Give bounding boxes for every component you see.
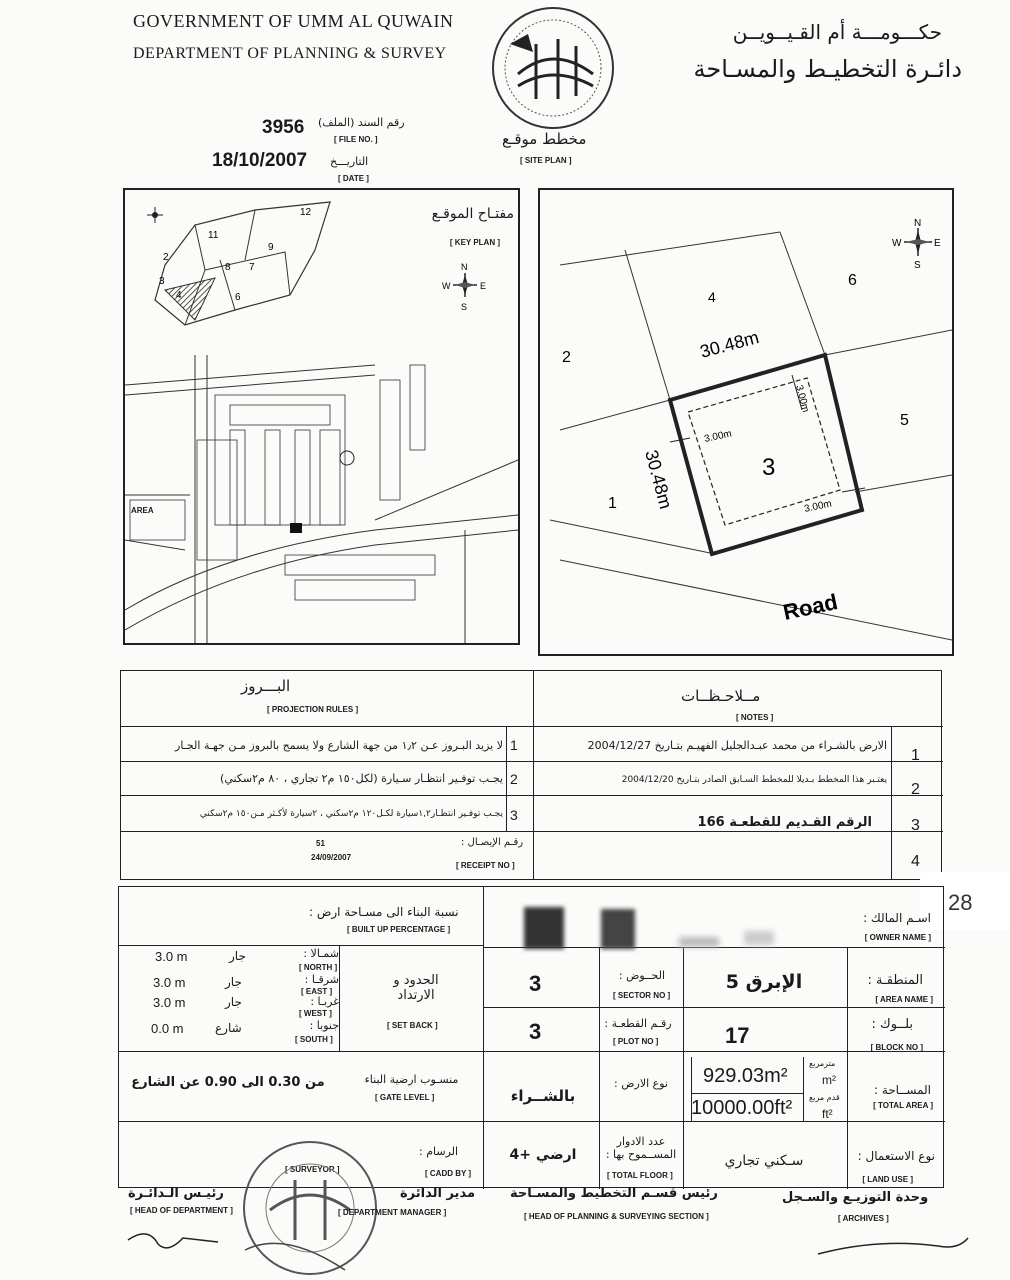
land-type-label-ar: نوع الارض : (614, 1077, 668, 1090)
inset-plot-4: 4 (176, 290, 182, 301)
roundabout-icon (340, 451, 354, 465)
cadd-label-ar: الرسام : (419, 1145, 459, 1158)
site-compass-icon (904, 228, 932, 256)
site-setback-left: 3.00m (703, 428, 733, 445)
total-floor-value: ارضي +4 (509, 1147, 577, 1163)
note-no-4: 4 (911, 853, 920, 870)
gate-level-label-en: [ GATE LEVEL ] (375, 1093, 435, 1102)
key-plan-map (125, 190, 518, 643)
sig-head-planning-en: [ HEAD OF PLANNING & SURVEYING SECTION ] (524, 1212, 709, 1221)
setback-west-type: جار (225, 995, 242, 1009)
projection-rule-3: يجـب توفـير انتظـار١,٢سيارة لكـل١٢٠ م٢سكني ، ٢سيارة لأكـثر مـن١٥٠ م٢سكني (199, 809, 503, 819)
block-value: 17 (725, 1023, 750, 1048)
sig-head-planning-ar: رئيس قسـم التخطيط والمسـاحة (510, 1186, 718, 1201)
receipt-date: 24/09/2007 (311, 853, 352, 862)
land-use-label-ar: نوع الاستعمال : (857, 1149, 935, 1163)
note-no-3: 3 (911, 817, 920, 834)
site-neighbor-6: 6 (848, 272, 857, 289)
notes-title-en: [ NOTES ] (736, 713, 774, 722)
setback-south-value: 0.0 m (151, 1021, 184, 1036)
notes-table (120, 670, 942, 880)
sector-label-en: [ SECTOR NO ] (613, 991, 671, 1000)
note-1: الارض بالشـراء من محمد عبـدالجليل الفهيـم بتـاريخ 2004/12/27 (587, 739, 887, 752)
setback-east-en: [ EAST ] (301, 987, 333, 996)
receipt-number: 51 (316, 839, 325, 848)
setback-south-label: جنوبا : (309, 1019, 339, 1032)
receipt-label-ar: رقـم الإيصـال : (461, 837, 524, 848)
note-2: يعتـبر هذا المخطط بـديلا للمخطط السـابق الصادر بتـاريخ 2004/12/20 (621, 775, 887, 785)
key-plan-label-ar: مفتـاح الموقـع (431, 206, 514, 222)
owner-redacted-4 (744, 931, 774, 945)
block-label-ar: بلــوك : (871, 1017, 913, 1032)
inset-plot-12: 12 (300, 207, 312, 218)
date-label-en: [ DATE ] (338, 174, 369, 183)
inset-plot-2: 2 (163, 252, 169, 263)
site-location-marker (290, 523, 302, 533)
receipt-label-en: [ RECEIPT NO ] (456, 861, 515, 870)
gov-title-ar: حكـــومـــة أم القـيــويــن (732, 20, 942, 44)
setback-east-label: شرقـا : (304, 973, 339, 986)
note-3: الرقم القـديم للقطعـة 166 (697, 815, 872, 830)
note-no-1: 1 (911, 747, 920, 764)
setback-north-type: جار (229, 949, 246, 963)
setback-label-ar: الحدود و الارتداد (393, 973, 439, 1003)
file-number: 3956 (262, 117, 305, 138)
owner-label-ar: اسـم المالك : (863, 911, 931, 925)
key-compass-w: W (442, 281, 451, 291)
site-compass-n: N (914, 218, 922, 229)
setback-label-en: [ SET BACK ] (387, 1021, 438, 1030)
owner-label-en: [ OWNER NAME ] (864, 933, 931, 942)
built-up-label-ar: نسبة البناء الى مسـاحة ارض : (309, 905, 459, 919)
area-value: الإبرق 5 (725, 971, 803, 993)
site-dim-top: 30.48m (697, 327, 762, 362)
inset-plot-3: 3 (159, 276, 165, 287)
site-dim-left: 30.48m (641, 447, 676, 512)
inset-plot-9: 9 (268, 242, 274, 253)
file-label-ar: رقم السند (الملف) (318, 116, 405, 129)
sig-head-dept-ar: رئيـس الـدائـرة (128, 1186, 224, 1201)
key-plan-blocks (130, 365, 435, 600)
site-compass-w: W (892, 238, 902, 249)
inset-plot-6: 6 (235, 292, 241, 303)
total-area-label-en: [ TOTAL AREA ] (873, 1101, 933, 1110)
site-road-label: Road (780, 589, 840, 625)
gate-level-value: من 0.30 الى 0.90 عن الشارع (131, 1075, 325, 1090)
key-plan-area-label: AREA (131, 506, 154, 515)
owner-redacted-2 (601, 909, 635, 949)
inset-plot-11: 11 (208, 230, 219, 241)
key-plan-label-en: [ KEY PLAN ] (449, 238, 500, 247)
setback-south-en: [ SOUTH ] (295, 1035, 333, 1044)
key-compass-s: S (461, 302, 468, 312)
land-use-value: سـكني تجاري (724, 1153, 804, 1169)
sector-value: 3 (529, 971, 542, 996)
key-plan-panel (123, 188, 520, 645)
site-plan-label-en: [ SITE PLAN ] (520, 156, 572, 165)
cadd-label-en: [ CADD BY ] (425, 1169, 472, 1178)
setback-east-type: جار (225, 975, 242, 989)
setback-west-value: 3.0 m (153, 995, 186, 1010)
block-label-en: [ BLOCK NO ] (870, 1043, 923, 1052)
land-use-label-en: [ LAND USE ] (862, 1175, 913, 1184)
sig-dept-manager-ar: مدير الدائرة (400, 1186, 475, 1201)
owner-redacted-3 (679, 937, 719, 947)
site-plot-number: 3 (762, 454, 776, 481)
unit-ft-ar: قدم مربع (809, 1093, 840, 1102)
handwritten-signatures (118, 1218, 978, 1274)
total-area-ft-value: 10000.00ft² (691, 1097, 793, 1119)
sector-label-ar: الحــوض : (618, 969, 666, 982)
inset-compass-icon (147, 207, 163, 223)
setback-north-label: شمـالا : (303, 947, 339, 960)
file-label-en: [ FILE NO. ] (334, 135, 378, 144)
gov-title-en: GOVERNMENT OF UMM AL QUWAIN (133, 11, 454, 31)
site-compass-e: E (934, 238, 941, 249)
site-neighbor-4: 4 (708, 289, 716, 305)
sig-archives-ar: وحدة التوزيـع والسـجل (782, 1190, 929, 1205)
sig-head-dept-en: [ HEAD OF DEPARTMENT ] (130, 1206, 233, 1215)
built-up-label-en: [ BUILT UP PERCENTAGE ] (347, 925, 451, 934)
setback-east-value: 3.0 m (153, 975, 186, 990)
site-neighbor-5: 5 (900, 412, 909, 429)
area-label-en: [ AREA NAME ] (875, 995, 933, 1004)
plot-value: 3 (529, 1019, 542, 1044)
key-plan-compass-icon (453, 273, 477, 297)
site-plan-label-ar: مخطط موقـع (502, 130, 587, 148)
key-compass-n: N (461, 262, 468, 272)
projection-rule-1: لا يزيد البـروز عـن ١٫٢ من جهة الشارع ولا يسمح بالبروز مـن جهـة الجـار (175, 739, 503, 752)
setback-north-value: 3.0 m (155, 949, 188, 964)
projection-rule-2: يجـب توفـير انتظـار سـيارة (لكل١٥٠ م٢ تجاري ، ٨٠ م٢سكني) (220, 772, 503, 785)
projection-title-ar: البـــروز (241, 677, 291, 695)
projection-no-2: 2 (510, 771, 518, 787)
setback-south-type: شارع (215, 1021, 242, 1035)
site-setback-top: 3.00m (793, 383, 811, 414)
inset-plot-7: 7 (249, 262, 255, 273)
total-floor-label-ar: عدد الادوار المســموح بها : (605, 1135, 677, 1161)
site-plan-drawing (540, 190, 952, 654)
site-compass-s: S (914, 260, 921, 271)
page-number: 28 (948, 890, 973, 915)
plot-label-ar: رقـم القطعـة : (604, 1017, 672, 1030)
sig-archives-en: [ ARCHIVES ] (838, 1214, 889, 1223)
note-no-2: 2 (911, 781, 920, 798)
unit-m: m² (822, 1073, 836, 1087)
setback-west-en: [ WEST ] (299, 1009, 332, 1018)
projection-no-1: 1 (510, 737, 518, 753)
setback-north-en: [ NORTH ] (299, 963, 338, 972)
dept-title-ar: دائـرة التخطيـط والمسـاحة (693, 55, 962, 83)
department-logo (488, 4, 618, 132)
key-compass-e: E (480, 281, 487, 291)
total-floor-label-en: [ TOTAL FLOOR ] (607, 1171, 673, 1180)
setback-west-label: غربـا : (310, 995, 339, 1008)
owner-redacted-1 (524, 907, 564, 949)
site-setback-bottom: 3.00m (803, 498, 833, 515)
site-neighbor-2: 2 (562, 349, 571, 366)
inset-plot-8: 8 (225, 262, 231, 273)
dept-title-en: DEPARTMENT OF PLANNING & SURVEY (133, 45, 447, 62)
unit-ft: ft² (822, 1107, 833, 1121)
total-area-label-ar: المســاحة : (873, 1083, 931, 1097)
area-label-ar: المنطقـة : (867, 973, 923, 988)
land-type-value: بالشــراء (510, 1087, 576, 1105)
gate-level-label-ar: منسـوب ارضية البناء (364, 1073, 459, 1086)
plot-label-en: [ PLOT NO ] (613, 1037, 659, 1046)
site-plan-panel (538, 188, 954, 656)
total-area-m-value: 929.03m² (703, 1065, 788, 1087)
site-neighbor-1: 1 (608, 495, 617, 512)
date-value: 18/10/2007 (212, 150, 308, 171)
projection-title-en: [ PROJECTION RULES ] (267, 705, 359, 714)
projection-no-3: 3 (510, 807, 518, 823)
sig-dept-manager-en: [ DEPARTMENT MANAGER ] (338, 1208, 447, 1217)
surveyor-label-en: [ SURVEYOR ] (285, 1165, 340, 1174)
unit-m-ar: مترمربع (809, 1059, 836, 1068)
notes-title-ar: مــلاحـظــات (681, 687, 761, 705)
date-label-ar: التاريـــخ (330, 155, 369, 168)
